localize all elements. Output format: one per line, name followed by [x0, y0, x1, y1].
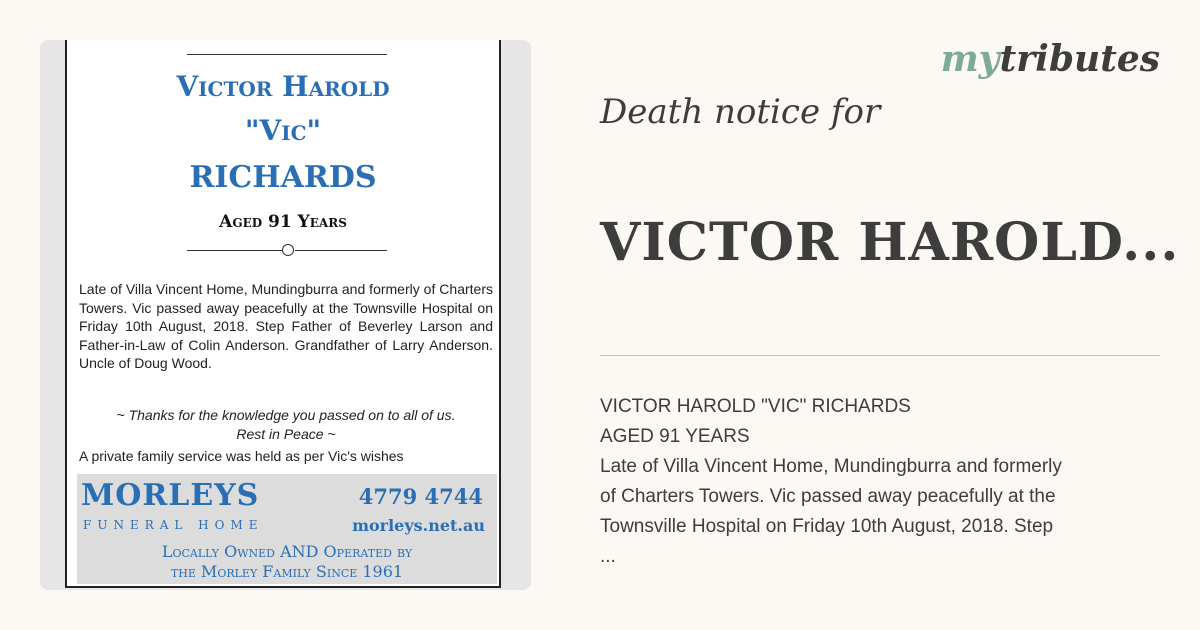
notice-name-line2: "Vic": [244, 114, 322, 147]
top-rule: [187, 54, 387, 55]
notice-name-line1: Victor Harold: [176, 70, 390, 103]
notice-paper: [65, 40, 501, 588]
funeral-home-tagline1: Locally Owned AND Operated by: [161, 542, 413, 561]
funeral-home-subbrand: FUNERAL HOME: [83, 518, 264, 532]
page-heading: Death notice for: [600, 92, 881, 132]
deceased-name: VICTOR HAROLD...: [600, 212, 1180, 273]
ornament-circle-icon: [282, 244, 294, 256]
funeral-home-brand: MORLEYS: [81, 478, 260, 513]
funeral-home-website: morleys.net.au: [352, 516, 485, 535]
summary-line: of Charters Towers. Vic passed away peacefully at the: [600, 486, 1056, 507]
summary-line: Townsville Hospital on Friday 10th August, 2018. Step: [600, 516, 1054, 537]
funeral-home-phone: 4779 4744: [358, 484, 483, 509]
funeral-home-tagline2: the Morley Family Since 1961: [170, 562, 404, 581]
ornament-rule-right: [295, 250, 387, 251]
funeral-home-ad: [77, 474, 497, 584]
summary-line: VICTOR HAROLD "VIC" RICHARDS: [600, 396, 911, 417]
notice-body: Late of Villa Vincent Home, Mundingburra and formerly of Charters Towers. Vic passed away peacefully at the Townsville Hospital on Friday 10th August, 2018. Step Father of Beverley Larson and Father-in-Law of Colin Anderson. Grandfather of Larry Anderson. Uncle of Doug Wood.: [79, 281, 493, 371]
divider: [600, 355, 1160, 356]
mytributes-logo[interactable]: [941, 38, 1160, 80]
notice-name-line3: RICHARDS: [189, 160, 377, 195]
logo-my: my: [940, 38, 1000, 80]
private-service-text: A private family service was held as per Vic's wishes: [79, 448, 404, 464]
thanks-line1: ~ Thanks for the knowledge you passed on to all of us.: [116, 407, 456, 423]
thanks-line2: Rest in Peace ~: [236, 426, 336, 442]
notice-age: Aged 91 Years: [219, 212, 347, 232]
summary-line: AGED 91 YEARS: [600, 426, 750, 447]
notice-thanks: [79, 406, 493, 444]
notice-image: [40, 40, 531, 590]
ornament-rule-left: [187, 250, 282, 251]
logo-tributes: tributes: [999, 38, 1160, 80]
summary-ellipsis: ...: [600, 546, 616, 567]
notice-summary: [600, 392, 1160, 572]
summary-line: Late of Villa Vincent Home, Mundingburra and formerly: [600, 456, 1062, 477]
